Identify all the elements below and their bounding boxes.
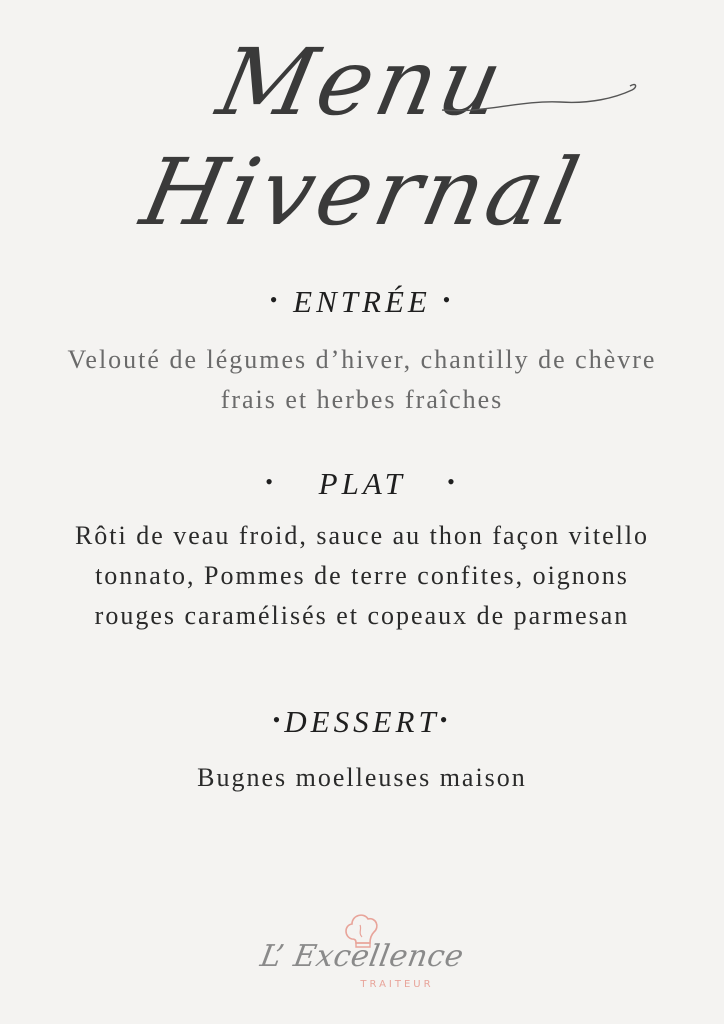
bullet-icon: •: [439, 707, 452, 732]
title-swash-decoration: [440, 80, 640, 120]
menu-title-line1: Menu: [209, 29, 516, 136]
section-heading-plat: [0, 466, 724, 502]
bullet-icon: •: [269, 287, 282, 312]
section-heading-label: PLAT: [318, 466, 406, 501]
logo-name: L’ Excellence: [257, 939, 467, 974]
dish-description-entree: Velouté de légumes d’hiver, chantilly de chèvre frais et herbes fraîches: [67, 345, 657, 414]
bullet-icon: •: [265, 469, 277, 494]
logo-subtitle: TRAITEUR: [360, 979, 434, 990]
menu-title-line2: Hivernal: [132, 139, 592, 246]
company-logo: [240, 905, 484, 1000]
section-heading-label: DESSERT: [284, 704, 440, 739]
section-heading-dessert: [0, 704, 724, 740]
bullet-icon: •: [442, 287, 455, 312]
dish-description-dessert: Bugnes moelleuses maison: [197, 763, 527, 792]
bullet-icon: •: [447, 469, 459, 494]
bullet-icon: •: [272, 707, 285, 732]
dish-description-plat: Rôti de veau froid, sauce au thon façon vitello tonnato, Pommes de terre confites, oignons rouges caramélisés et copeaux de parmesan: [74, 521, 650, 630]
section-heading-label: ENTRÉE: [293, 284, 431, 319]
section-heading-entree: [0, 284, 724, 320]
